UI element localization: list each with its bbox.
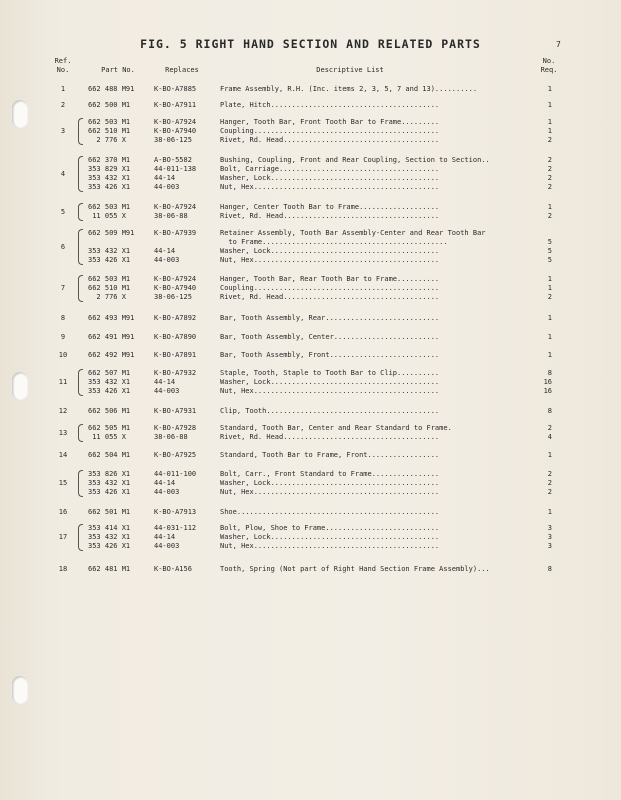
part-line [0,433,621,442]
part-line [0,479,621,488]
part-description: Hanger, Tooth Bar, Front Tooth Bar to Frame......... [220,118,440,126]
header-no-req-line: Req. [540,66,558,74]
part-number: 662 488 M91 [88,85,135,93]
ref-number: 11 [58,378,68,386]
part-line [0,85,621,94]
part-line [0,378,621,387]
part-number: 662 503 M1 [88,275,131,283]
part-line [0,183,621,192]
part-number: 353 432 X1 [88,174,131,182]
part-number: 353 426 X1 [88,387,131,395]
quantity-required: 1 [547,127,552,135]
replaces-code: 44-011-100 [154,470,197,478]
replaces-code: 44-003 [154,183,180,191]
ref-number: 6 [60,242,66,251]
replaces-code: K-BO-A7924 [154,203,197,211]
part-line [0,565,621,574]
part-line [0,488,621,497]
part-number: 353 414 X1 [88,524,131,532]
part-description: Bar, Tooth Assembly, Front.......................... [220,351,440,359]
quantity-required: 2 [547,212,552,220]
part-description: Rivet, Rd. Head..................................... [220,212,440,220]
part-description: Washer, Lock........................................ [220,174,440,182]
quantity-required: 4 [547,433,552,441]
part-description: Washer, Lock........................................ [220,378,440,386]
part-number: 662 510 M1 [88,284,131,292]
part-description: Nut, Hex............................................ [220,183,440,191]
part-line [0,333,621,342]
part-line [0,136,621,145]
part-description: Standard, Tooth Bar, Center and Rear Standard to Frame. [220,424,452,432]
header-no-req [536,57,562,75]
ref-number: 3 [60,127,66,135]
ref-number: 15 [58,479,68,487]
part-line [0,275,621,284]
binder-hole [12,676,28,704]
part-description: Bushing, Coupling, Front and Rear Coupling, Section to Section.. [220,156,490,164]
part-description: Hanger, Center Tooth Bar to Frame................... [220,203,440,211]
part-line [0,351,621,360]
part-line [0,203,621,212]
ref-number: 16 [58,508,68,516]
part-line [0,369,621,378]
quantity-required: 8 [547,369,552,377]
replaces-code: 38-06-88 [154,212,188,220]
part-number: 353 426 X1 [88,256,131,264]
part-description: Frame Assembly, R.H. (Inc. items 2, 3, 5, 7 and 13).......... [220,85,478,93]
replaces-code: K-BO-A7911 [154,101,197,109]
replaces-code: 44-003 [154,542,180,550]
part-description: Nut, Hex............................................ [220,256,440,264]
ref-number: 14 [58,451,68,459]
quantity-required: 5 [547,238,552,246]
part-line [0,156,621,165]
ref-number: 1 [60,85,66,93]
quantity-required: 1 [547,275,552,283]
part-number: 662 370 M1 [88,156,131,164]
part-description: Tooth, Spring (Not part of Right Hand Section Frame Assembly)... [220,565,490,573]
replaces-code: K-BO-A7928 [154,424,197,432]
part-number: 662 503 M1 [88,118,131,126]
quantity-required: 2 [547,156,552,164]
ref-number: 5 [60,207,66,216]
header-ref [52,57,74,75]
ref-number: 8 [60,314,66,322]
part-line [0,174,621,183]
part-description: Washer, Lock........................................ [220,247,440,255]
quantity-required: 3 [547,533,552,541]
part-number: 2 776 X [88,136,126,144]
replaces-code: A-BO-5582 [154,156,192,164]
part-number: 662 509 M91 [88,229,135,237]
replaces-code: 44-031-112 [154,524,197,532]
replaces-code: K-BO-A7931 [154,407,197,415]
quantity-required: 2 [547,136,552,144]
quantity-required: 8 [547,565,552,573]
ref-number: 9 [60,333,66,341]
part-line [0,314,621,323]
replaces-code: K-BO-A7913 [154,508,197,516]
part-description: Washer, Lock........................................ [220,533,440,541]
replaces-code: K-BO-A7891 [154,351,197,359]
part-number: 662 493 M91 [88,314,135,322]
part-line [0,508,621,517]
quantity-required: 2 [547,183,552,191]
ref-number: 12 [58,407,68,415]
replaces-code: K-BO-A7924 [154,275,197,283]
header-descriptive-list: Descriptive List [316,66,384,74]
part-description: Bolt, Carr., Front Standard to Frame................ [220,470,440,478]
quantity-required: 5 [547,256,552,264]
replaces-code: K-BO-A7885 [154,85,197,93]
quantity-required: 1 [547,314,552,322]
header-no-req-line: No. [542,57,556,65]
part-description: Coupling............................................ [220,284,440,292]
header-part-no: Part No. [101,66,135,74]
part-description: Bolt, Carriage...................................... [220,165,440,173]
quantity-required: 5 [547,247,552,255]
part-number: 353 426 X1 [88,542,131,550]
part-description: Rivet, Rd. Head..................................... [220,433,440,441]
replaces-code: K-BO-A7924 [154,118,197,126]
ref-number: 18 [58,565,68,573]
part-description: Rivet, Rd. Head..................................... [220,136,440,144]
quantity-required: 1 [547,351,552,359]
part-line [0,387,621,396]
part-description: Bar, Tooth Assembly, Rear........................... [220,314,440,322]
part-description: Staple, Tooth, Staple to Tooth Bar to Clip.......... [220,369,440,377]
part-description: Nut, Hex............................................ [220,488,440,496]
part-number: 2 776 X [88,293,126,301]
replaces-code: 44-14 [154,533,176,541]
part-number: 662 503 M1 [88,203,131,211]
part-description: Coupling............................................ [220,127,440,135]
replaces-code: K-BO-A7940 [154,284,197,292]
part-number: 662 491 M91 [88,333,135,341]
part-line [0,451,621,460]
replaces-code: K-BO-A7892 [154,314,197,322]
part-line [0,407,621,416]
part-description: Clip, Tooth......................................... [220,407,440,415]
part-number: 11 055 X [88,433,126,441]
ref-number: 2 [60,101,66,109]
replaces-code: 44-003 [154,256,180,264]
part-line [0,212,621,221]
part-line [0,256,621,265]
part-line [0,533,621,542]
header-replaces: Replaces [165,66,199,74]
part-line [0,247,621,256]
replaces-code: 44-14 [154,479,176,487]
replaces-code: 38-06-125 [154,136,192,144]
ref-number: 4 [60,169,66,178]
part-number: 662 501 M1 [88,508,131,516]
part-number: 353 432 X1 [88,378,131,386]
part-number: 353 426 X1 [88,183,131,191]
part-number: 353 426 X1 [88,488,131,496]
part-description: Shoe................................................ [220,508,440,516]
part-description: Rivet, Rd. Head..................................... [220,293,440,301]
part-description: Bar, Tooth Assembly, Center......................... [220,333,440,341]
quantity-required: 2 [547,424,552,432]
part-description: Standard, Tooth Bar to Frame, Front................. [220,451,440,459]
replaces-code: 44-14 [154,247,176,255]
replaces-code: K-BO-A7890 [154,333,197,341]
quantity-required: 1 [547,85,552,93]
replaces-code: K-BO-A7940 [154,127,197,135]
part-description: Bolt, Plow, Shoe to Frame........................... [220,524,440,532]
part-line [0,524,621,533]
part-line [0,118,621,127]
part-line [0,542,621,551]
quantity-required: 1 [547,333,552,341]
header-ref-line: Ref. [54,57,72,65]
replaces-code: 44-14 [154,174,176,182]
part-description: Nut, Hex............................................ [220,387,440,395]
part-number: 353 829 X1 [88,165,131,173]
replaces-code: 44-003 [154,488,180,496]
quantity-required: 3 [547,524,552,532]
header-ref-line: No. [56,66,70,74]
replaces-code: K-BO-A7925 [154,451,197,459]
quantity-required: 2 [547,174,552,182]
quantity-required: 8 [547,407,552,415]
quantity-required: 16 [543,387,552,395]
replaces-code: 44-011-138 [154,165,197,173]
part-number: 353 432 X1 [88,479,131,487]
ref-number: 17 [58,533,68,541]
ref-number: 13 [58,428,68,437]
part-number: 353 826 X1 [88,470,131,478]
part-number: 662 507 M1 [88,369,131,377]
quantity-required: 2 [547,488,552,496]
quantity-required: 16 [543,378,552,386]
quantity-required: 1 [547,118,552,126]
quantity-required: 2 [547,470,552,478]
part-line [0,470,621,479]
part-line [0,165,621,174]
ref-number: 10 [58,351,68,359]
part-line [0,293,621,302]
part-line [0,229,621,238]
quantity-required: 2 [547,479,552,487]
part-description: Retainer Assembly, Tooth Bar Assembly-Center and Rear Tooth Bar [220,229,486,237]
part-number: 353 432 X1 [88,533,131,541]
part-description: to Frame............................................ [220,238,448,246]
part-number: 662 504 M1 [88,451,131,459]
quantity-required: 2 [547,293,552,301]
replaces-code: K-BO-A156 [154,565,192,573]
ref-number: 7 [60,284,66,292]
replaces-code: K-BO-A7932 [154,369,197,377]
quantity-required: 1 [547,451,552,459]
part-number: 11 055 X [88,212,126,220]
quantity-required: 1 [547,284,552,292]
part-description: Washer, Lock........................................ [220,479,440,487]
quantity-required: 1 [547,203,552,211]
part-number: 662 481 M1 [88,565,131,573]
part-number: 662 492 M91 [88,351,135,359]
part-description: Plate, Hitch........................................ [220,101,440,109]
quantity-required: 1 [547,101,552,109]
page-number: 7 [556,40,561,49]
replaces-code: 44-003 [154,387,180,395]
part-description: Hanger, Tooth Bar, Rear Tooth Bar to Frame.......... [220,275,440,283]
replaces-code: 44-14 [154,378,176,386]
part-line [0,127,621,136]
quantity-required: 1 [547,508,552,516]
part-description: Nut, Hex............................................ [220,542,440,550]
quantity-required: 3 [547,542,552,550]
replaces-code: 38-06-88 [154,433,188,441]
part-number: 662 510 M1 [88,127,131,135]
page-title: FIG. 5 RIGHT HAND SECTION AND RELATED PARTS [140,37,481,51]
part-number: 662 505 M1 [88,424,131,432]
part-line [0,238,621,247]
quantity-required: 2 [547,165,552,173]
part-line [0,424,621,433]
part-number: 662 506 M1 [88,407,131,415]
part-line [0,284,621,293]
part-number: 662 500 M1 [88,101,131,109]
part-line [0,101,621,110]
part-number: 353 432 X1 [88,247,131,255]
replaces-code: K-BO-A7939 [154,229,197,237]
replaces-code: 38-06-125 [154,293,192,301]
